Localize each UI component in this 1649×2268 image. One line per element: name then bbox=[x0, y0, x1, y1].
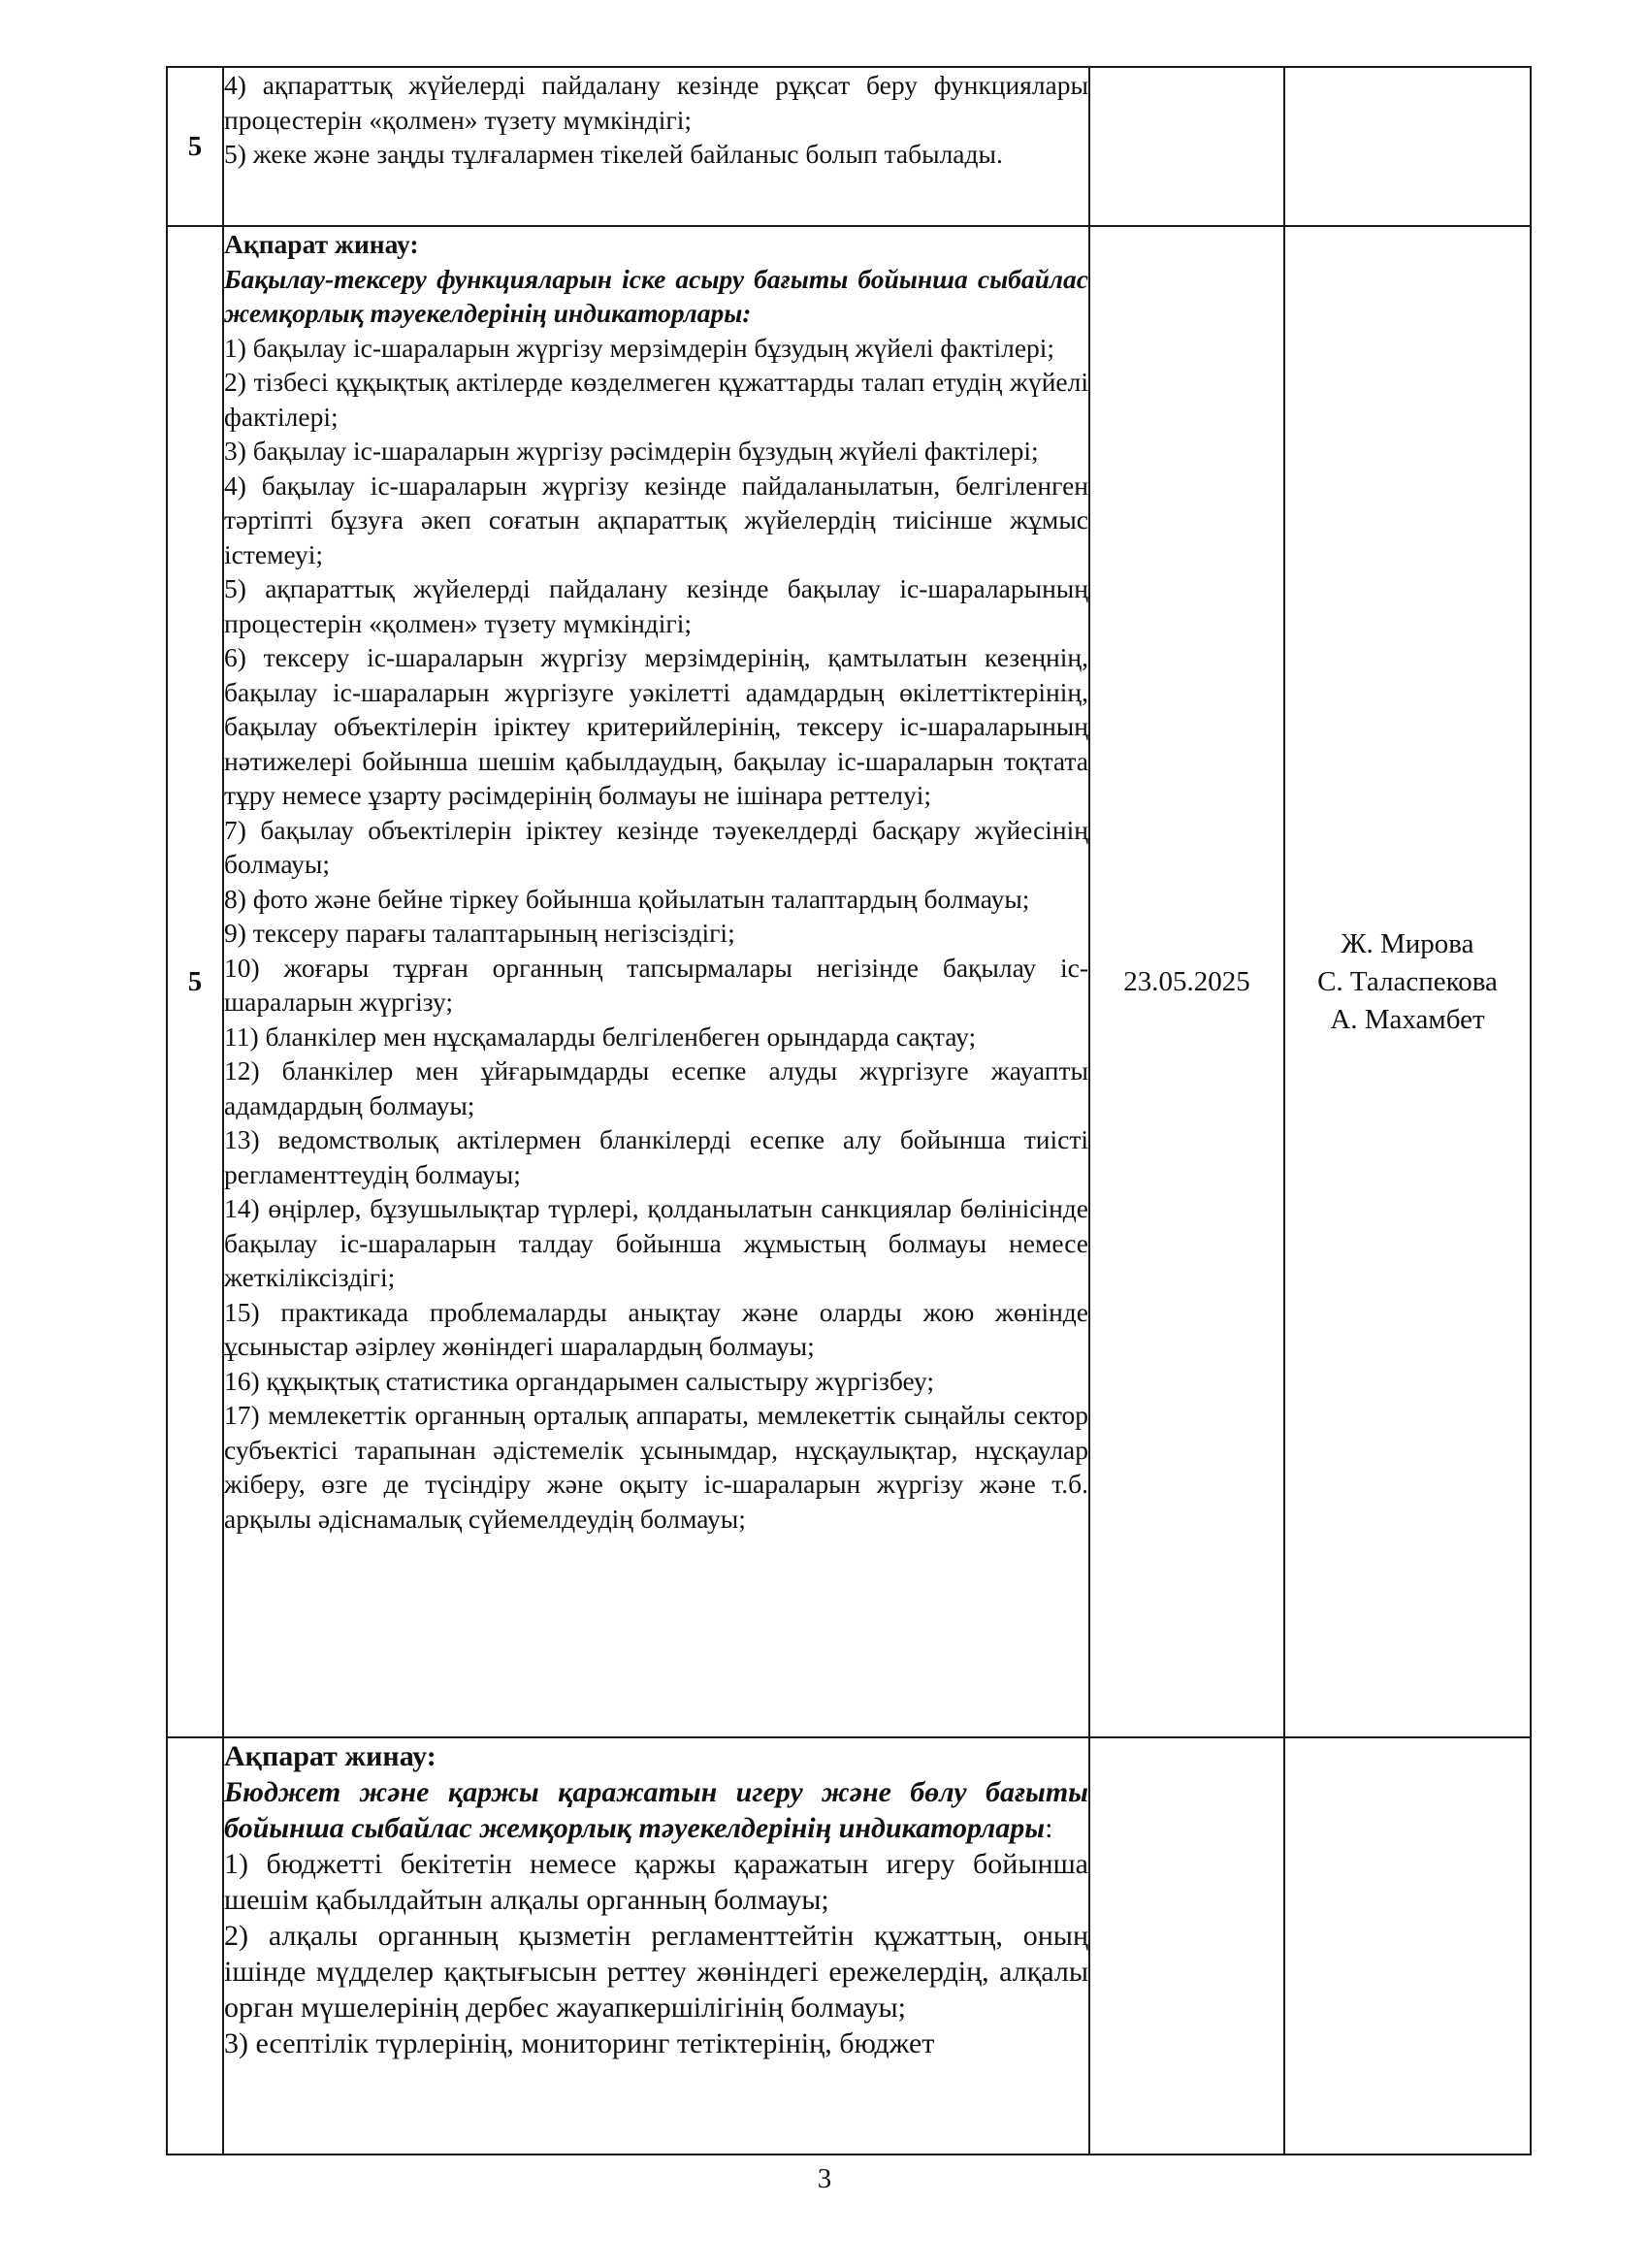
responsible-person: Ж. Мирова bbox=[1341, 927, 1474, 959]
indicators-cell bbox=[223, 1737, 1089, 2155]
responsible-cell bbox=[1284, 67, 1531, 226]
list-item: 8) фото және бейне тіркеу бойынша қойылатын талаптардың болмауы; bbox=[224, 883, 1030, 914]
due-date: 23.05.2025 bbox=[1123, 965, 1250, 997]
section-heading: Ақпарат жинау: bbox=[224, 229, 419, 259]
list-item: 16) құқықтық статистика органдарымен салыстыру жүргізбеу; bbox=[224, 1365, 935, 1396]
measures-table bbox=[166, 66, 1532, 2155]
list-item: 14) өңірлер, бұзушылықтар түрлері, қолданылатын санкциялар бөлінісінде бақылау іс-шараларын талдау бойынша жұмыстың болмауы немесе жеткіліксіздігі; bbox=[224, 1193, 1088, 1292]
list-item: 6) тексеру іс-шараларын жүргізу мерзімдерінің, қамтылатын кезеңнің, бақылау іс-шараларын жүргізуге уәкілетті адамдардың өкілеттіктерінің, бақылау объектілерін іріктеу критерийлерінің, тексеру іс-шараларының нәтижелері бойынша шешім қабылдаудың, бақылау іс-шараларын тоқтата тұру немесе ұзарту рәсімдерінің болмауы не ішінара реттелуі; bbox=[224, 642, 1088, 810]
table-row-control-inspection bbox=[167, 226, 1531, 1737]
list-item: 17) мемлекеттік органның орталық аппараты, мемлекеттік сыңайлы сектор субъектісі тарапынан әдістемелік ұсынымдар, нұсқаулықтар, нұсқаулар жіберу, өзге де түсіндіру және оқыту іс-шараларын жүргізу және т.б. арқылы әдіснамалық сүйемелдеудің болмауы; bbox=[224, 1400, 1088, 1534]
list-item: 10) жоғары тұрған органның тапсырмалары негізінде бақылау іс-шараларын жүргізу; bbox=[224, 952, 1088, 1017]
page-number: 3 bbox=[817, 2163, 832, 2194]
list-item: 12) бланкілер мен ұйғарымдарды есепке алуды жүргізуге жауапты адамдардың болмауы; bbox=[224, 1055, 1088, 1120]
responsible-cell bbox=[1284, 226, 1531, 1737]
indicators-cell bbox=[223, 226, 1089, 1737]
responsible-person: С. Таласпекова bbox=[1317, 965, 1498, 997]
row-number: 5 bbox=[187, 965, 203, 997]
responsible-person: А. Махамбет bbox=[1330, 1003, 1485, 1035]
list-item: 4) ақпараттық жүйелерді пайдалану кезінде рұқсат беру функциялары процестерін «қолмен» түзету мүмкіндігі; bbox=[224, 70, 1088, 135]
list-item: 4) бақылау іс-шараларын жүргізу кезінде пайдаланылатын, белгіленген тәртіпті бұзуға әкеп соғатын ақпараттық жүйелердің тиісінше жұмыс істемеуі; bbox=[224, 470, 1088, 569]
list-item: 1) бюджетті бекітетін немесе қаржы қаражатын игеру бойынша шешім қабылдайтын алқалы органның болмауы; bbox=[224, 1848, 1088, 1916]
date-cell bbox=[1089, 226, 1284, 1737]
table-row-continuation bbox=[167, 67, 1531, 226]
list-item: 2) тізбесі құқықтық актілерде көзделмеген құжаттарды талап етудің жүйелі фактілері; bbox=[224, 367, 1088, 432]
date-cell bbox=[1089, 1737, 1284, 2155]
date-cell bbox=[1089, 67, 1284, 226]
section-subheading-wrap bbox=[224, 1774, 1088, 1846]
responsible-cell bbox=[1284, 1737, 1531, 2155]
table-row-budget-finance bbox=[167, 1737, 1531, 2155]
section-subheading-colon: : bbox=[1045, 1812, 1053, 1844]
row-number-cell bbox=[167, 1737, 223, 2155]
list-item: 3) есептілік түрлерінің, мониторинг тетіктерінің, бюджет bbox=[224, 2027, 935, 2059]
list-item: 2) алқалы органның қызметін регламенттейтін құжаттың, оның ішінде мүдделер қақтығысын реттеу жөніндегі ережелердің, алқалы орган мүшелерінің дербес жауапкершілігінің болмауы; bbox=[224, 1920, 1088, 2024]
list-item: 3) бақылау іс-шараларын жүргізу рәсімдерін бұзудың жүйелі фактілері; bbox=[224, 436, 1039, 466]
list-item: 9) тексеру парағы талаптарының негізсіздігі; bbox=[224, 918, 735, 948]
section-heading: Ақпарат жинау: bbox=[224, 1740, 436, 1772]
list-item: 11) бланкілер мен нұсқамаларды белгіленбеген орындарда сақтау; bbox=[224, 1021, 977, 1052]
list-item: 1) бақылау іс-шараларын жүргізу мерзімдерін бұзудың жүйелі фактілері; bbox=[224, 332, 1055, 363]
list-item: 5) ақпараттық жүйелерді пайдалану кезінде бақылау іс-шараларының процестерін «қолмен» түзету мүмкіндігі; bbox=[224, 573, 1088, 638]
section-subheading: Бақылау-тексеру функцияларын іске асыру бағыты бойынша сыбайлас жемқорлық тәуекелдерінің индикаторлары: bbox=[224, 263, 1088, 328]
list-item: 7) бақылау объектілерін іріктеу кезінде тәуекелдерді басқару жүйесінің болмауы; bbox=[224, 814, 1088, 879]
indicators-cell bbox=[223, 67, 1089, 226]
section-subheading: Бюджет және қаржы қаражатын игеру және бөлу бағыты бойынша сыбайлас жемқорлық тәуекелдерінің индикаторлары bbox=[224, 1776, 1088, 1844]
list-item: 15) практикада проблемаларды анықтау және оларды жою жөнінде ұсыныстар әзірлеу жөніндегі шаралардың болмауы; bbox=[224, 1296, 1088, 1361]
list-item: 5) жеке және заңды тұлғалармен тікелей байланыс болып табылады. bbox=[224, 139, 1003, 169]
list-item: 13) ведомстволық актілермен бланкілерді есепке алу бойынша тиісті регламенттеудің болмауы; bbox=[224, 1124, 1088, 1189]
row-number-cell bbox=[167, 67, 223, 226]
row-number-cell bbox=[167, 226, 223, 1737]
row-number: 5 bbox=[187, 130, 203, 162]
